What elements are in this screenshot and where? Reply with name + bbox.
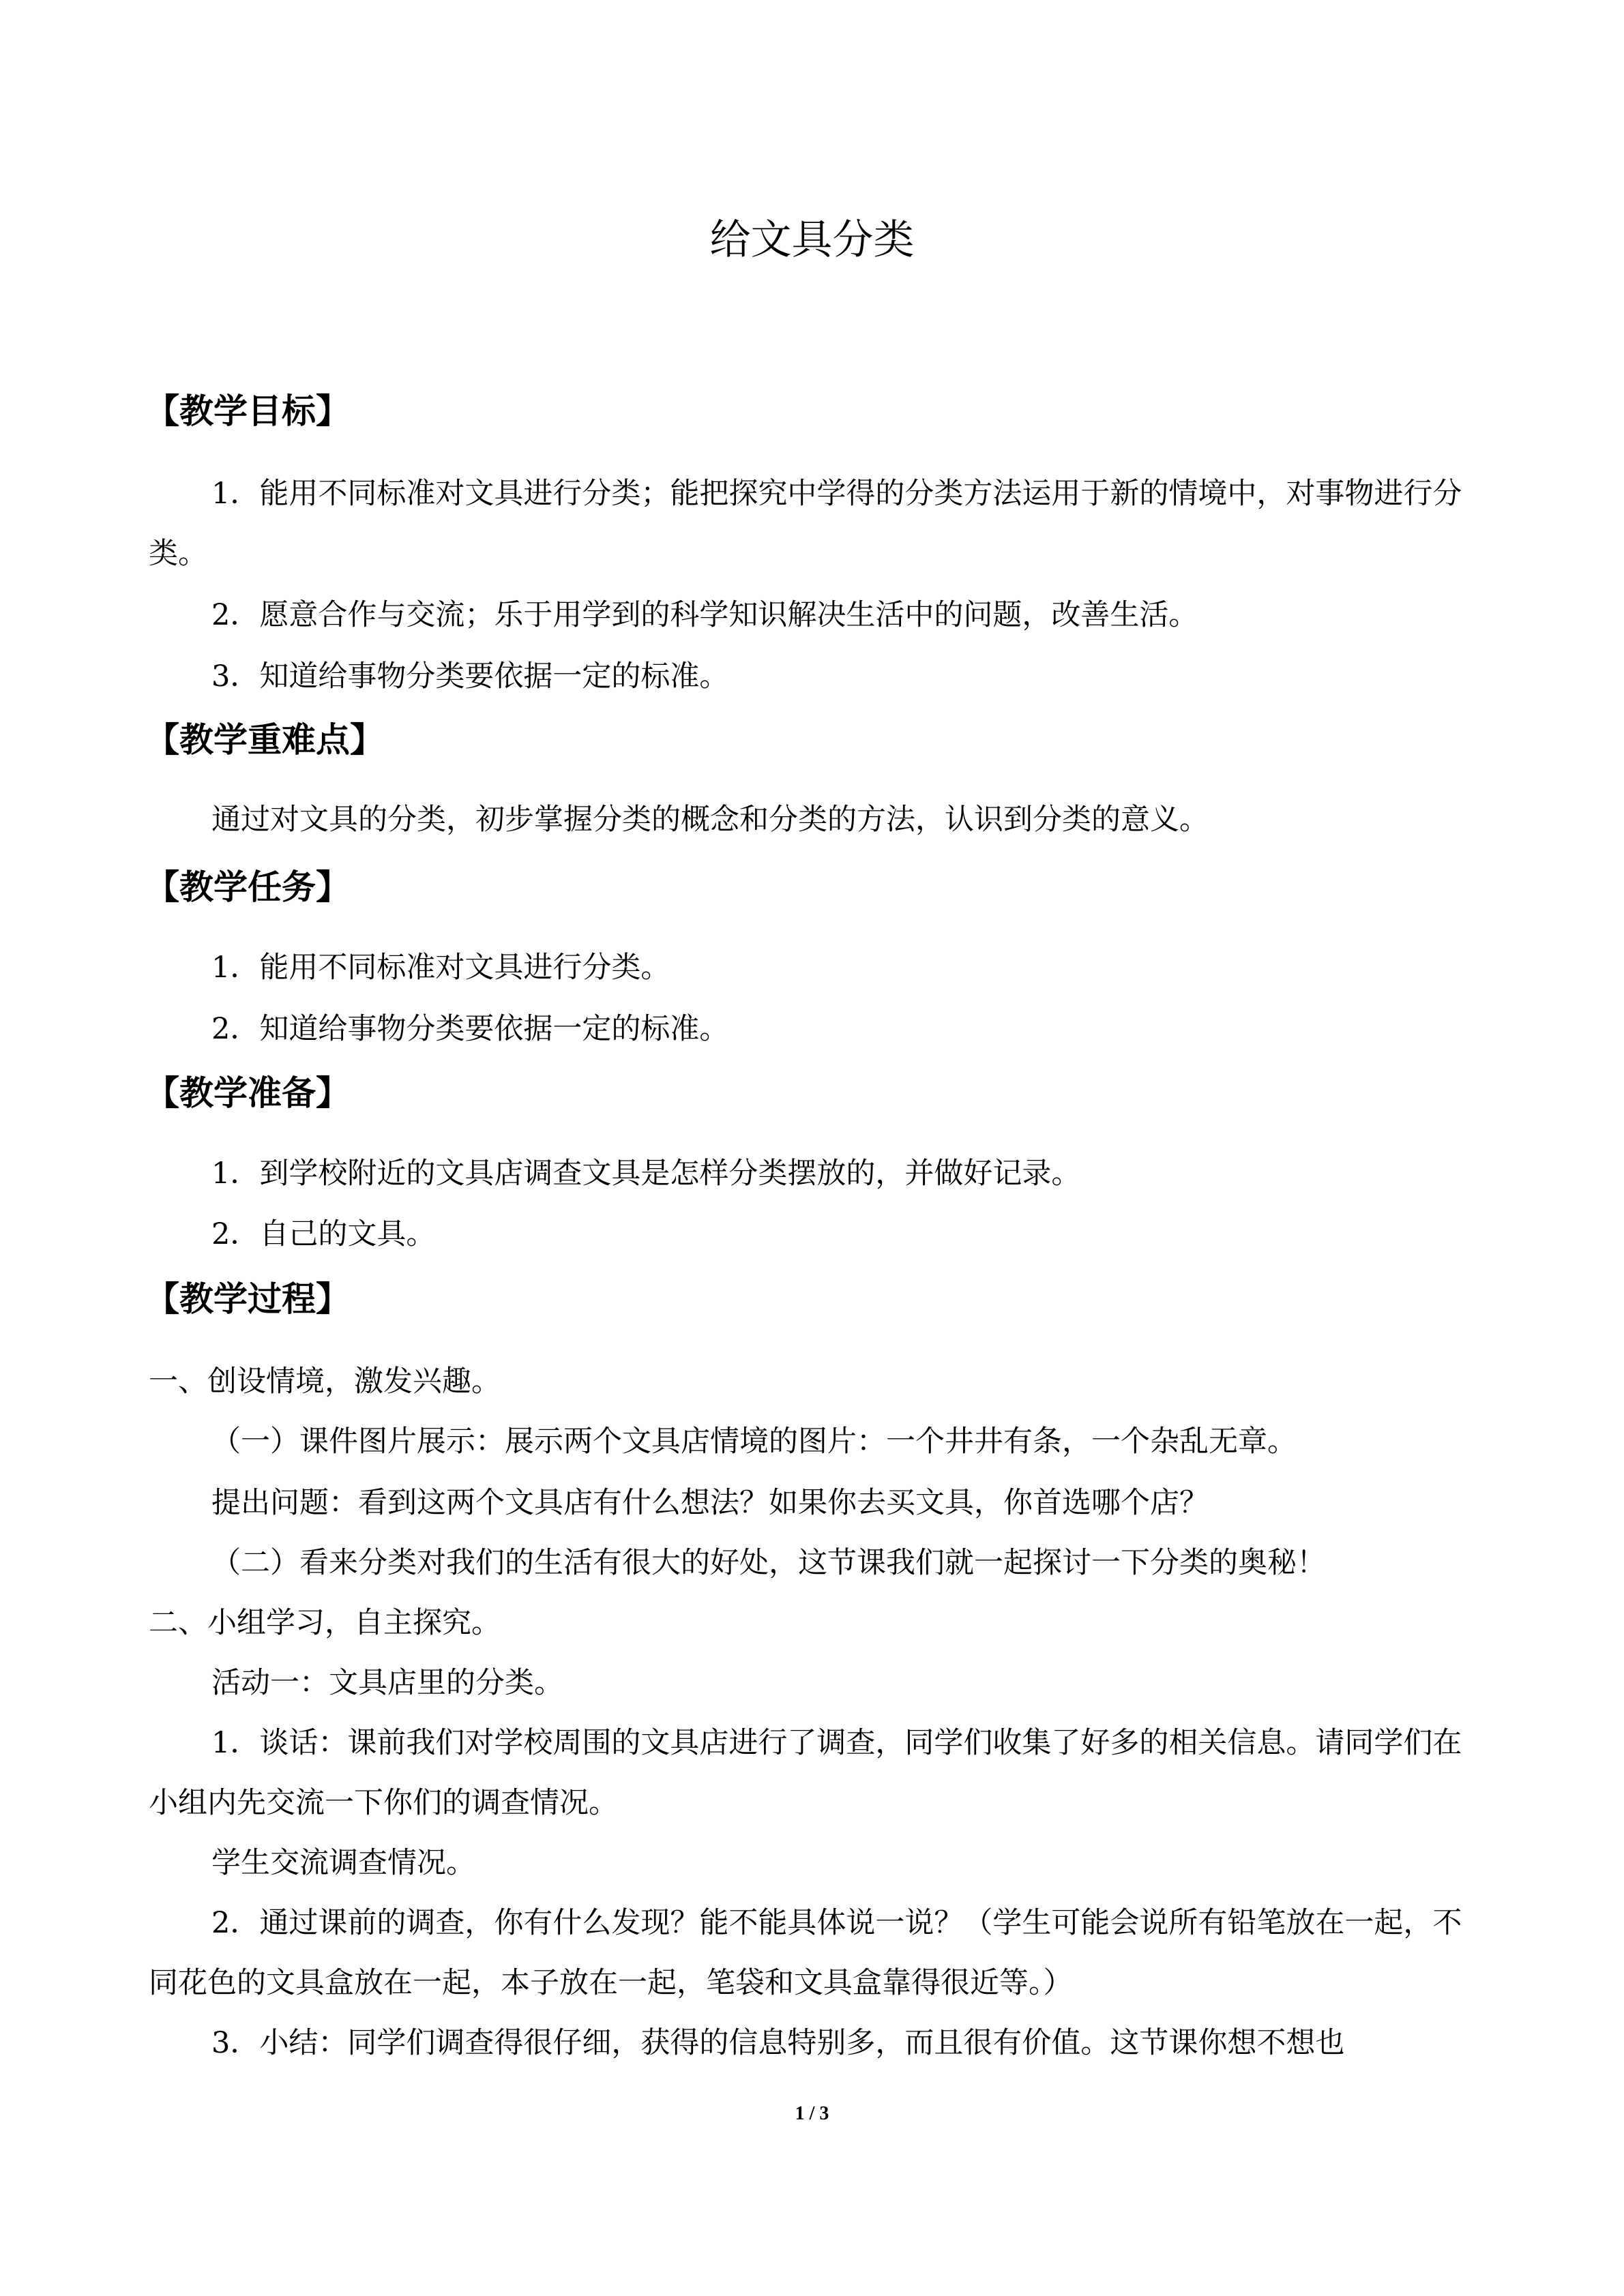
process-line-5: 二、小组学习，自主探究。 <box>149 1606 501 1640</box>
process-line-9: 2．通过课前的调查，你有什么发现？能不能具体说一说？（学生可能会说所有铅笔放在一起，不同花色的文具盒放在一起，本子放在一起，笔袋和文具盒靠得很近等。） <box>149 1906 1462 2000</box>
preparation-item-2: 2．自己的文具。 <box>211 1217 436 1251</box>
objective-item-1: 1．能用不同标准对文具进行分类；能把探究中学得的分类方法运用于新的情境中，对事物进行分类。 <box>149 477 1462 571</box>
objective-item-2: 2．愿意合作与交流；乐于用学到的科学知识解决生活中的问题，改善生活。 <box>211 598 1198 632</box>
process-line-3: 提出问题：看到这两个文具店有什么想法？如果你去买文具，你首选哪个店？ <box>211 1486 1209 1520</box>
process-line-1: 一、创设情境，激发兴趣。 <box>149 1365 501 1399</box>
heading-tasks: 【教学任务】 <box>145 867 350 907</box>
process-line-8: 学生交流调查情况。 <box>211 1846 475 1880</box>
heading-process: 【教学过程】 <box>145 1279 350 1319</box>
process-line-10: 3．小结：同学们调查得很仔细，获得的信息特别多，而且很有价值。这节课你想不想也 <box>211 2026 1345 2060</box>
process-line-4: （二）看来分类对我们的生活有很大的好处，这节课我们就一起探讨一下分类的奥秘！ <box>211 1546 1326 1580</box>
heading-objectives: 【教学目标】 <box>145 391 350 431</box>
task-item-2: 2．知道给事物分类要依据一定的标准。 <box>211 1012 729 1046</box>
task-item-1: 1．能用不同标准对文具进行分类。 <box>211 951 670 985</box>
page-title: 给文具分类 <box>709 216 915 264</box>
process-line-2: （一）课件图片展示：展示两个文具店情境的图片：一个井井有条，一个杂乱无章。 <box>211 1425 1297 1459</box>
heading-preparation: 【教学准备】 <box>145 1073 350 1113</box>
process-line-6: 活动一：文具店里的分类。 <box>211 1666 563 1700</box>
page-number: 1 / 3 <box>795 2103 829 2124</box>
process-line-7: 1．谈话：课前我们对学校周围的文具店进行了调查，同学们收集了好多的相关信息。请同学们在小组内先交流一下你们的调查情况。 <box>149 1726 1462 1820</box>
preparation-item-1: 1．到学校附近的文具店调查文具是怎样分类摆放的，并做好记录。 <box>211 1157 1081 1191</box>
key-points-text: 通过对文具的分类，初步掌握分类的概念和分类的方法，认识到分类的意义。 <box>211 803 1209 837</box>
heading-key-points: 【教学重难点】 <box>145 720 384 760</box>
objective-item-3: 3．知道给事物分类要依据一定的标准。 <box>211 659 729 694</box>
